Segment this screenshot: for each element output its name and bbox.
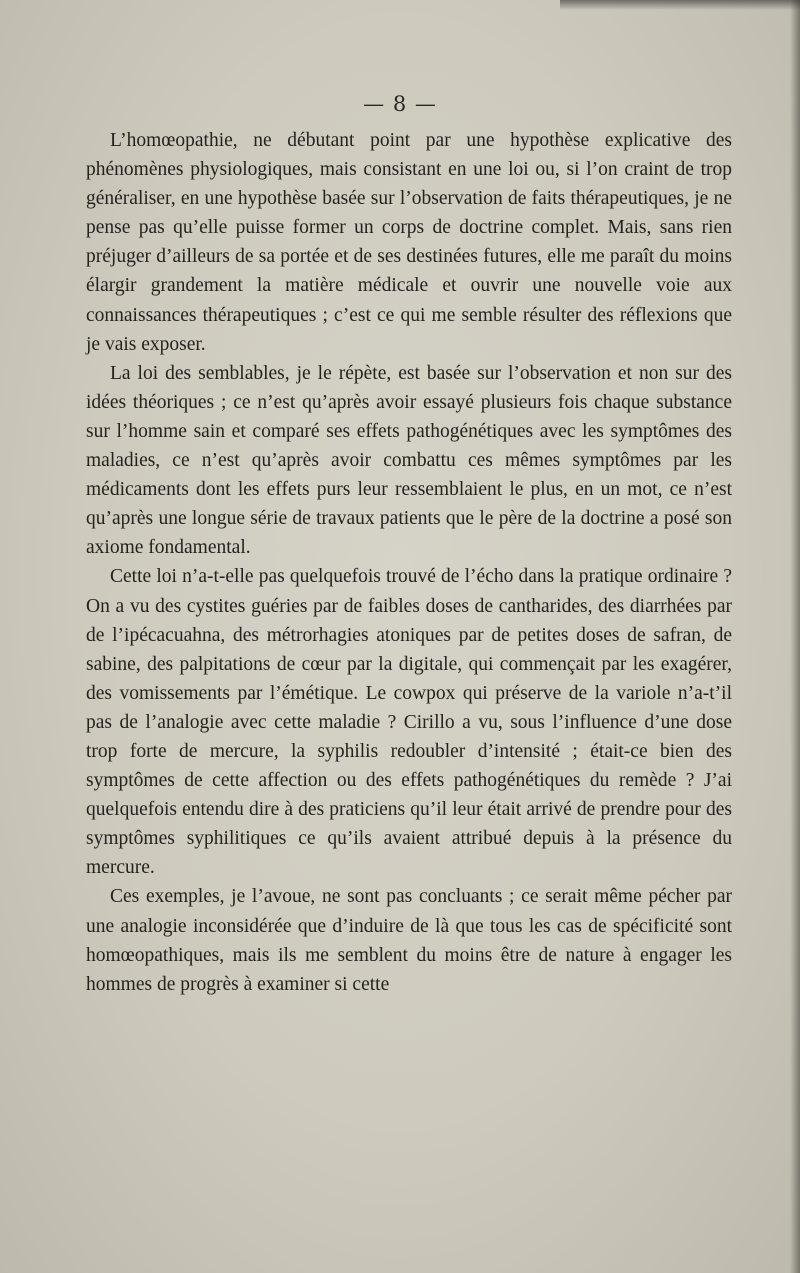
page-number: — 8 — xyxy=(363,92,437,116)
paragraph-1: L’homœopathie, ne débutant point par une hypothèse explicative des phénomènes physiologiques, mais consistant en une loi ou, si l’on craint de trop généraliser, en une hypothèse basée sur l’observation de faits thérapeutiques, je ne pense pas qu’elle puisse former un corps de doctrine complet. Mais, sans rien préjuger d’ailleurs de sa portée et de ses destinées futures, elle me paraît du moins élargir grandement la matière médicale et ouvrir une nouvelle voie aux connaissances thérapeutiques ; c’est ce qui me semble résulter des réflexions que je vais exposer. xyxy=(86,130,732,355)
page-edge-shadow xyxy=(790,0,800,1273)
paragraph-3: Cette loi n’a-t-elle pas quelquefois trouvé de l’écho dans la pratique ordinaire ? On a vu des cystites guéries par de faibles doses de cantharides, des diarrhées par de l’ipécacuahna, des métrorhagies atoniques par de petites doses de safran, de sabine, des palpitations de cœur par la digitale, qui commençait par les exagérer, des vomissements par l’émétique. Le cowpox qui préserve de la variole n’a-t’il pas de l’analogie avec cette maladie ? Cirillo a vu, sous l’influence d’une dose trop forte de mercure, la syphilis redoubler d’intensité ; était-ce bien des symptômes de cette affection ou des effets pathogénétiques du remède ? J’ai quelquefois entendu dire à des praticiens qu’il leur était arrivé de prendre pour des symptômes syphilitiques ce qu’ils avaient attribué depuis à la présence du mercure. xyxy=(86,566,732,879)
paragraph-2: La loi des semblables, je le répète, est basée sur l’observation et non sur des idées théoriques ; ce n’est qu’après avoir essayé plusieurs fois chaque substance sur l’homme sain et comparé ses effets pathogénétiques avec les symptômes des maladies, ce n’est qu’après avoir combattu ces mêmes symptômes par les médicaments dont les effets purs leur ressemblaient le plus, en un mot, ce n’est qu’après une longue série de travaux patients que le père de la doctrine a posé son axiome fondamental. xyxy=(86,362,732,559)
body-text xyxy=(86,126,732,999)
page-top-shadow xyxy=(560,0,800,10)
paragraph-4: Ces exemples, je l’avoue, ne sont pas concluants ; ce serait même pécher par une analogie inconsidérée que d’induire de là que tous les cas de spécificité sont homœopathiques, mais ils me semblent du moins être de nature à engager les hommes de progrès à examiner si cette xyxy=(86,886,732,995)
